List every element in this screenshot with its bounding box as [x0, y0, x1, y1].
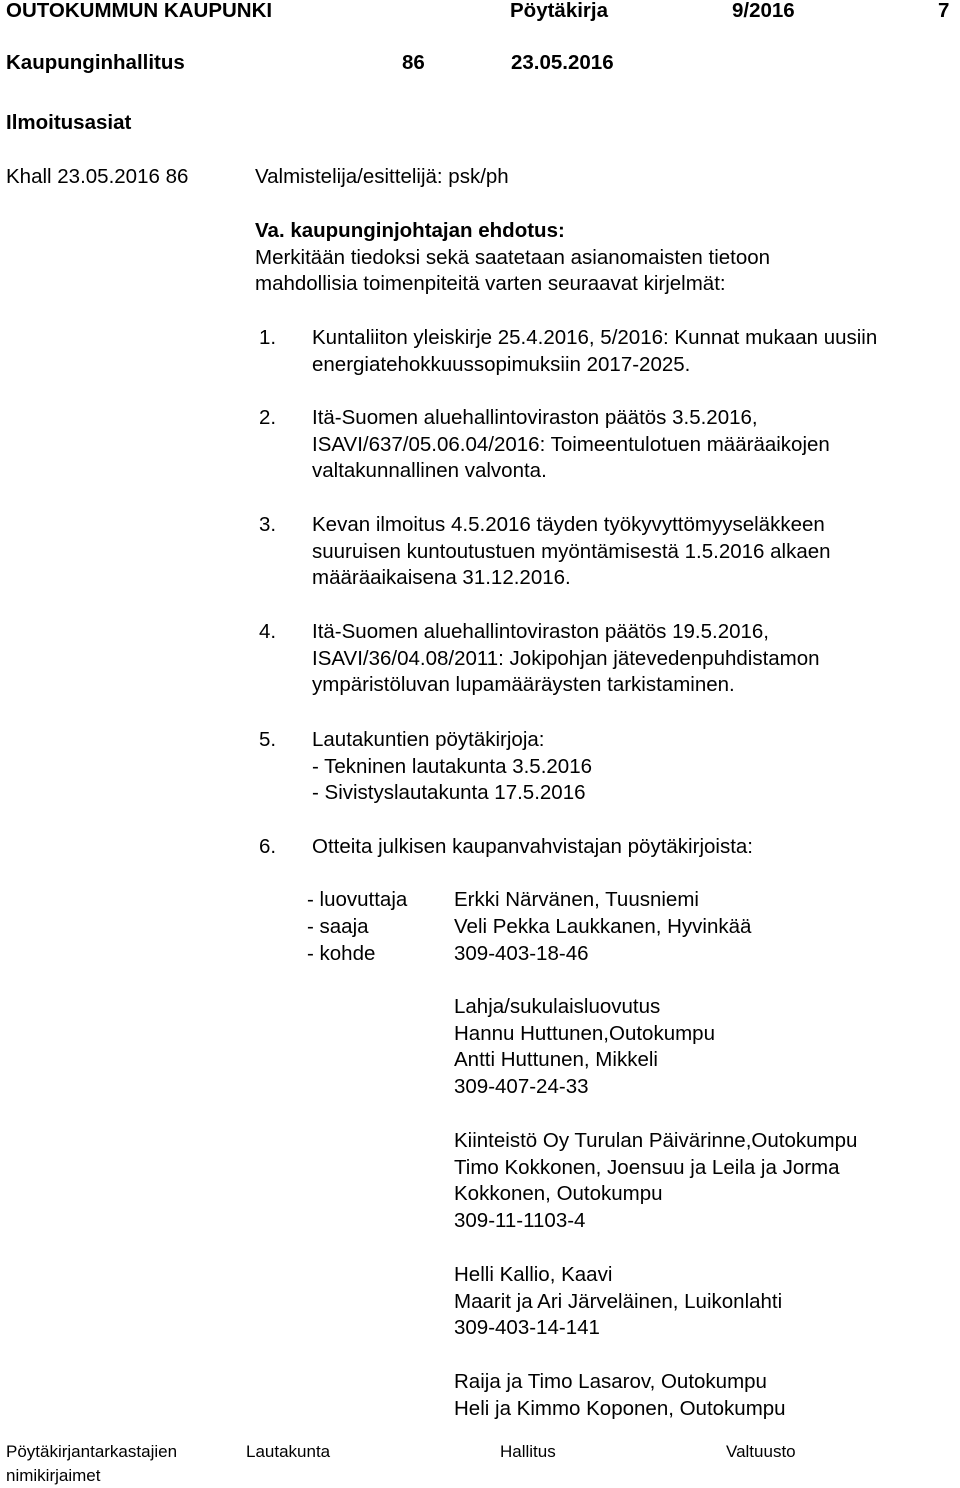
transaction-group: [454, 1369, 786, 1422]
party-value: Erkki Närvänen, Tuusniemi: [454, 888, 699, 911]
group-line: Helli Kallio, Kaavi: [454, 1263, 613, 1286]
group-line: Kokkonen, Outokumpu: [454, 1182, 663, 1206]
party-label: - luovuttaja: [307, 888, 408, 911]
footer-board: Hallitus: [500, 1442, 556, 1461]
footer-committee: Lautakunta: [246, 1442, 331, 1461]
item-number: 5.: [259, 728, 277, 751]
group-line: Timo Kokkonen, Joensuu ja Leila ja Jorma: [454, 1155, 840, 1179]
organization-name: OUTOKUMMUN KAUPUNKI: [6, 0, 273, 22]
transaction-group: [454, 1128, 857, 1235]
proposal-heading: Va. kaupunginjohtajan ehdotus:: [255, 219, 565, 242]
item-line: valtakunnallinen valvonta.: [312, 459, 547, 483]
item-line: Kevan ilmoitus 4.5.2016 täyden työkyvyttömyyseläkkeen: [312, 513, 825, 536]
group-line: Maarit ja Ari Järveläinen, Luikonlahti: [454, 1289, 783, 1313]
item-number: 1.: [259, 326, 277, 349]
item-line: ISAVI/637/05.06.04/2016: Toimeentulotuen määräaikojen: [312, 432, 830, 456]
group-line: Antti Huttunen, Mikkeli: [454, 1048, 658, 1072]
item-line: Lautakuntien pöytäkirjoja:: [312, 728, 545, 751]
item-line: - Tekninen lautakunta 3.5.2016: [312, 754, 593, 778]
item-number: 2.: [259, 406, 277, 429]
group-line: 309-403-14-141: [454, 1316, 600, 1340]
group-line: Kiinteistö Oy Turulan Päivärinne,Outokumpu: [454, 1129, 858, 1152]
item-number: 6.: [259, 835, 277, 858]
footer-council: Valtuusto: [726, 1442, 796, 1461]
item-text: [312, 325, 877, 378]
item-line: Itä-Suomen aluehallintoviraston päätös 19.5.2016,: [312, 620, 770, 643]
group-line: Heli ja Kimmo Koponen, Outokumpu: [454, 1396, 786, 1420]
item-line: Itä-Suomen aluehallintoviraston päätös 3.5.2016,: [312, 406, 758, 429]
proposal-line: Merkitään tiedoksi sekä saatetaan asianomaisten tietoon: [255, 245, 771, 269]
item-line: ISAVI/36/04.08/2011: Jokipohjan jätevedenpuhdistamon: [312, 646, 820, 670]
preparer-line: Valmistelija/esittelijä: psk/ph: [255, 165, 509, 188]
item-text: [312, 512, 831, 592]
section-reference: Khall 23.05.2016 86: [6, 165, 189, 188]
item-line: määräaikaisena 31.12.2016.: [312, 566, 571, 590]
footer-signatures-line: Pöytäkirjantarkastajien: [6, 1442, 178, 1461]
party-value: Veli Pekka Laukkanen, Hyvinkää: [454, 915, 752, 938]
item-text: [312, 405, 830, 485]
item-line: ympäristöluvan lupamääräysten tarkistaminen.: [312, 673, 735, 697]
party-label: - saaja: [307, 915, 369, 938]
meeting-date: 23.05.2016: [511, 51, 614, 74]
section-number: 86: [402, 51, 425, 74]
footer-signatures-line: nimikirjaimet: [6, 1466, 101, 1485]
item-number: 3.: [259, 513, 277, 536]
group-line: 309-407-24-33: [454, 1075, 589, 1099]
transaction-group: [454, 994, 715, 1101]
transaction-group: [454, 1262, 782, 1342]
item-line: suuruisen kuntoutustuen myöntämisestä 1.5.2016 alkaen: [312, 539, 831, 563]
group-line: Raija ja Timo Lasarov, Outokumpu: [454, 1370, 767, 1393]
document-type: Pöytäkirja: [510, 0, 608, 22]
item-line: Kuntaliiton yleiskirje 25.4.2016, 5/2016: Kunnat mukaan uusiin: [312, 326, 878, 349]
group-line: Lahja/sukulaisluovutus: [454, 995, 661, 1018]
page-number: 7: [938, 0, 950, 22]
item-line: - Sivistyslautakunta 17.5.2016: [312, 781, 586, 805]
governing-body: Kaupunginhallitus: [6, 51, 185, 74]
item-text: [312, 727, 592, 807]
party-value: 309-403-18-46: [454, 942, 589, 965]
issue-number: 9/2016: [732, 0, 795, 22]
item-text: [312, 619, 820, 699]
item-text: [312, 834, 753, 861]
group-line: 309-11-1103-4: [454, 1209, 586, 1233]
item-line: Otteita julkisen kaupanvahvistajan pöytäkirjoista:: [312, 835, 753, 858]
item-line: energiatehokkuussopimuksiin 2017-2025.: [312, 352, 691, 376]
item-number: 4.: [259, 620, 277, 643]
proposal-line: mahdollisia toimenpiteitä varten seuraavat kirjelmät:: [255, 272, 726, 296]
footer-signatures: [6, 1440, 177, 1488]
party-label: - kohde: [307, 942, 376, 965]
proposal-block: [255, 218, 770, 298]
section-title: Ilmoitusasiat: [6, 111, 132, 134]
group-line: Hannu Huttunen,Outokumpu: [454, 1021, 715, 1045]
